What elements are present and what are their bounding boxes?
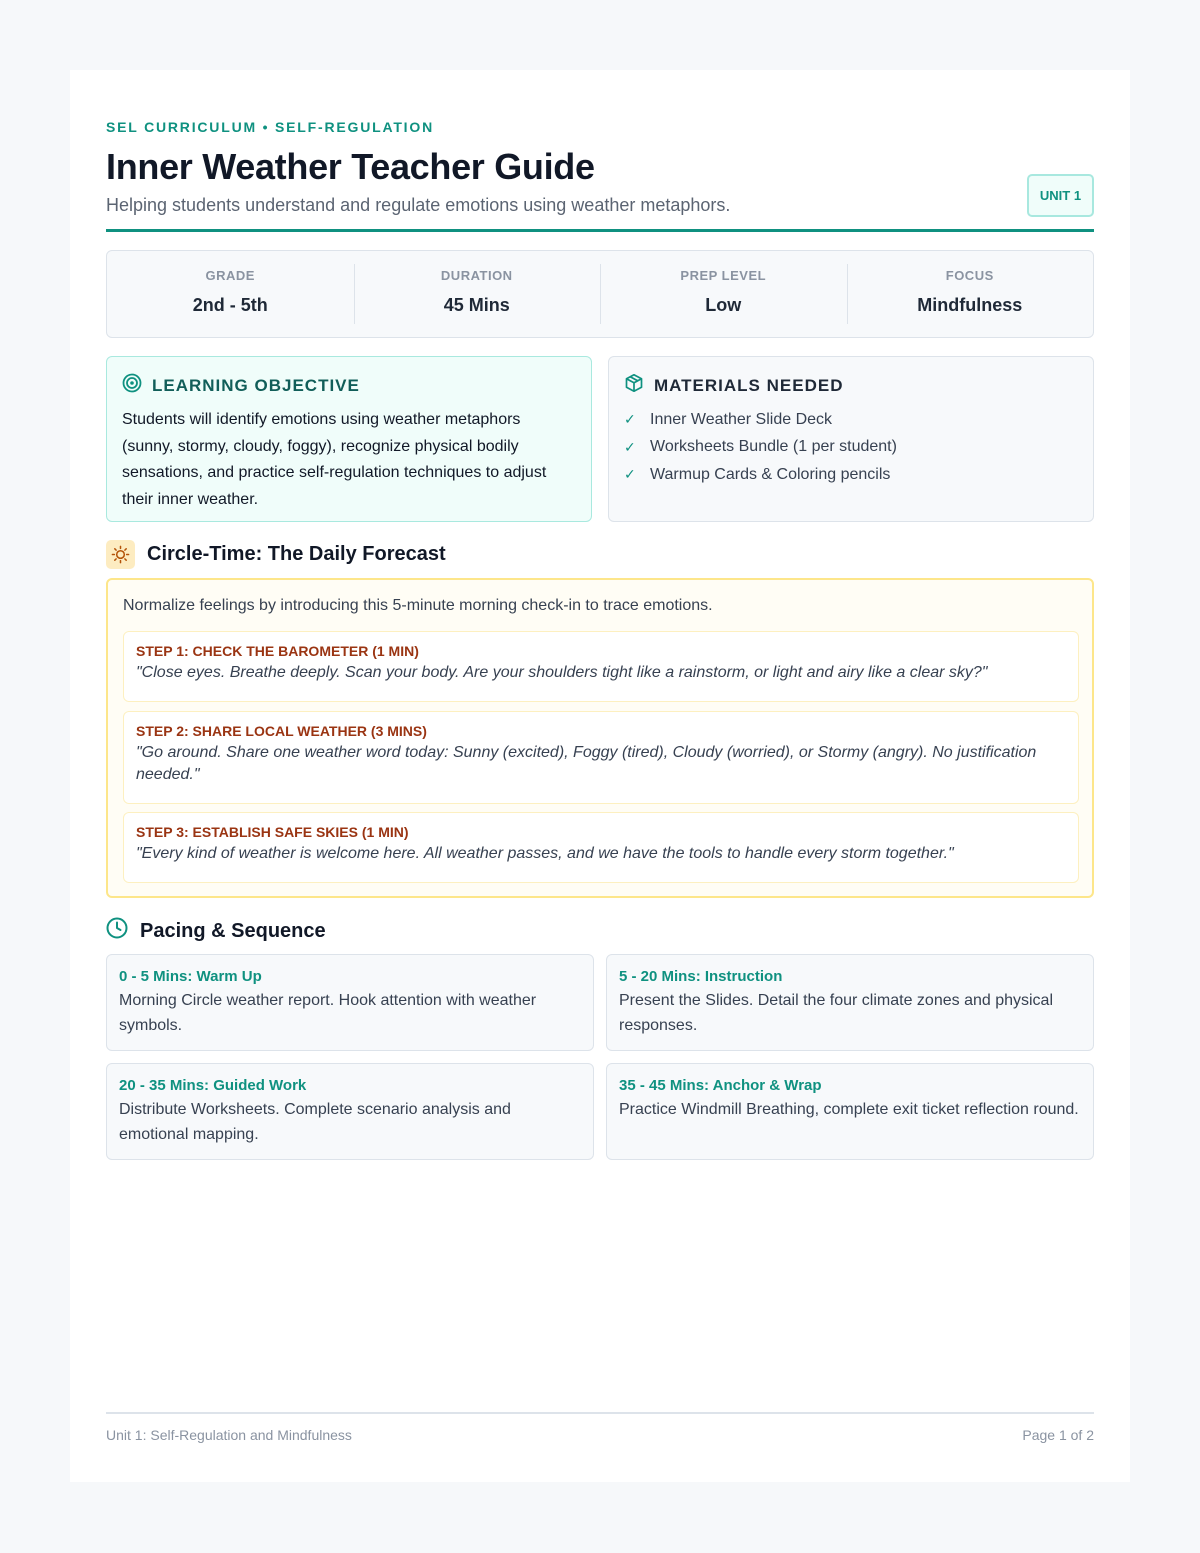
material-label: Inner Weather Slide Deck [650, 410, 833, 428]
pacing-block-text: Distribute Worksheets. Complete scenario analysis and emotional mapping. [119, 1101, 511, 1143]
pacing-block [106, 1063, 594, 1160]
learning-objective-card [106, 356, 592, 522]
materials-heading [624, 373, 1078, 398]
stat-label: GRADE [205, 268, 255, 283]
footer-unit-label: Unit 1: Self-Regulation and Mindfulness [106, 1427, 352, 1443]
daily-forecast-card [106, 578, 1094, 898]
material-label: Warmup Cards & Coloring pencils [650, 465, 891, 483]
pacing-block-title: 0 - 5 Mins: Warm Up [119, 968, 262, 985]
stat-focus [847, 251, 1094, 337]
page-title: Inner Weather Teacher Guide [106, 146, 595, 187]
stat-duration [354, 251, 601, 337]
circle-time-title: Circle-Time: The Daily Forecast [147, 543, 446, 565]
pacing-block [106, 954, 594, 1051]
step-quote: "Go around. Share one weather word today: Sunny (excited), Foggy (tired), Cloudy (worried), or Stormy (angry). No justification needed." [136, 744, 1037, 783]
pacing-heading [106, 917, 326, 945]
step-label: STEP 1: CHECK THE BAROMETER (1 MIN) [136, 643, 419, 659]
page-number: Page 1 of 2 [1022, 1427, 1094, 1443]
sun-icon [106, 540, 135, 569]
stat-label: PREP LEVEL [680, 268, 767, 283]
pacing-block-title: 5 - 20 Mins: Instruction [619, 968, 783, 985]
header-divider [106, 229, 1094, 232]
objective-text: Students will identify emotions using weather metaphors (sunny, stormy, cloudy, foggy), recognize physical bodily sensations, and practice self-regulation techniques to adjust their inner weather. [122, 411, 547, 508]
stat-grade [107, 251, 354, 337]
step-card [123, 711, 1079, 804]
footer-divider [106, 1412, 1094, 1414]
step-card [123, 631, 1079, 702]
clock-icon [106, 917, 128, 945]
stat-value: 45 Mins [443, 295, 510, 315]
circle-time-heading [106, 540, 446, 569]
page-subtitle: Helping students understand and regulate emotions using weather metaphors. [106, 195, 731, 215]
check-icon: ✓ [624, 466, 636, 483]
step-label: STEP 2: SHARE LOCAL WEATHER (3 MINS) [136, 723, 427, 739]
materials-heading-text: MATERIALS NEEDED [654, 375, 844, 395]
materials-card [608, 356, 1094, 522]
guide-page [70, 70, 1130, 1482]
unit-badge: UNIT 1 [1027, 174, 1094, 217]
stat-label: FOCUS [945, 268, 994, 283]
objective-heading-text: LEARNING OBJECTIVE [152, 375, 360, 395]
target-icon [122, 373, 142, 398]
check-icon: ✓ [624, 438, 636, 455]
pacing-block-title: 35 - 45 Mins: Anchor & Wrap [619, 1077, 822, 1094]
list-item [624, 406, 1078, 434]
step-quote: "Every kind of weather is welcome here. All weather passes, and we have the tools to handle every storm together." [136, 845, 954, 862]
stats-bar [106, 250, 1094, 338]
pacing-block [606, 954, 1094, 1051]
pacing-block-text: Morning Circle weather report. Hook attention with weather symbols. [119, 992, 537, 1034]
stat-value: 2nd - 5th [192, 295, 268, 315]
forecast-intro: Normalize feelings by introducing this 5-minute morning check-in to trace emotions. [123, 597, 713, 614]
eyebrow: SEL CURRICULUM • SELF-REGULATION [106, 119, 434, 135]
package-icon [624, 373, 644, 398]
pacing-title: Pacing & Sequence [140, 919, 326, 942]
step-label: STEP 3: ESTABLISH SAFE SKIES (1 MIN) [136, 824, 409, 840]
stat-value: Low [705, 295, 742, 315]
materials-list [624, 406, 1078, 489]
objective-heading [122, 373, 576, 398]
step-card [123, 812, 1079, 883]
stat-label: DURATION [440, 268, 513, 283]
material-label: Worksheets Bundle (1 per student) [650, 438, 897, 456]
pacing-block-text: Present the Slides. Detail the four climate zones and physical responses. [619, 992, 1054, 1034]
list-item [624, 434, 1078, 462]
pacing-block-text: Practice Windmill Breathing, complete exit ticket reflection round. [619, 1101, 1079, 1118]
pacing-block [606, 1063, 1094, 1160]
pacing-block-title: 20 - 35 Mins: Guided Work [119, 1077, 307, 1094]
check-icon: ✓ [624, 411, 636, 428]
stat-value: Mindfulness [917, 295, 1023, 315]
step-quote: "Close eyes. Breathe deeply. Scan your body. Are your shoulders tight like a rainstorm, or light and airy like a clear sky?" [136, 664, 988, 681]
stat-prep-level [600, 251, 847, 337]
list-item [624, 461, 1078, 489]
